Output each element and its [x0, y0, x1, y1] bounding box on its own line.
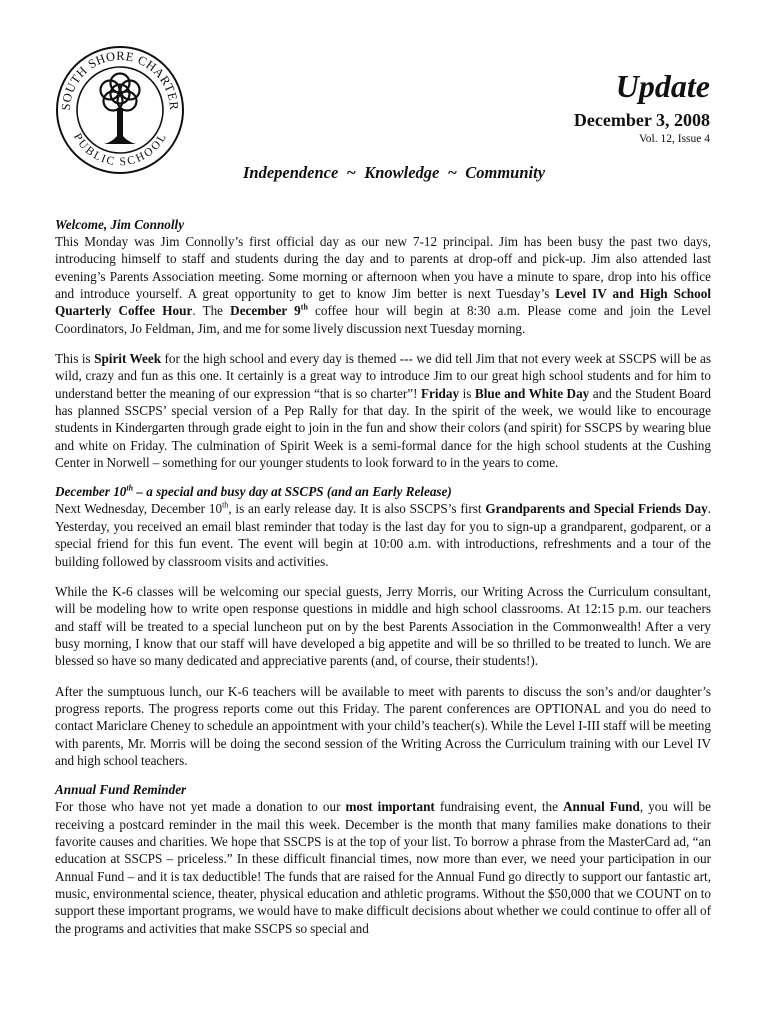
tree-of-life-icon — [101, 74, 140, 111]
annual-fund-paragraph-1: For those who have not yet made a donation to our most important fundraising event, the Annual Fund, you will be receiving a postcard reminder in the mail this week. December is the month that many families make donations to their favorite causes and charities. We hope that SSCPS is at the top of your list. To borrow a phrase from the MasterCard ad, “an education at SSCPS – priceless.” In these difficult financial times, now more than ever, we need your participation in our Annual Fund – and it is tax deductible! The funds that are raised for the Annual Fund go directly to support our fantastic art, music, environmental science, theater, physical education and athletic programs. Without the $50,000 that we COUNT on to support these important programs, we would have to make difficult decisions about whether we could continue to offer all of the programs and activities that make SSCPS so special and — [55, 799, 712, 936]
december-paragraph-3: After the sumptuous lunch, our K-6 teachers will be available to meet with parents to discuss the son’s and/or daughter’s progress reports. The progress reports come out this Friday. The parent conferences are OPTIONAL and you do need to contact Mariclare Cheney to schedule an appointment with your child’s teacher(s). While the Level I-III staff will be meeting with parents, Mr. Morris will be doing the second session of the Writing Across the Curriculum training with our Level IV and high school teachers. — [55, 683, 711, 768]
newsletter-title: Update — [615, 68, 710, 104]
tree-trunk-icon — [104, 108, 136, 144]
newsletter-body — [55, 216, 711, 950]
welcome-paragraph-2: This is Spirit Week for the high school and every day is themed --- we did tell Jim that not every week at SSCPS will be as wild, crazy and fun as this one. It certainly is a great way to introduce Jim to our great high school students and for him to understand better the meaning of our expression “that is so charter”! Friday is Blue and White Day and the Student Board has planned SSCPS’ special version of a Pep Rally for that day. In the spirit of the week, we would like to encourage students in Kindergarten through grade eight to join in the fun and show their colors (and spirit) for SSCPS by wearing blue and white on Friday. The culmination of Spirit Week is a semi-formal dance for the high school students at the Cushing Center in Norwell – something for our younger students to look forward to in the years to come. — [55, 351, 711, 471]
section-heading-annual-fund: Annual Fund Reminder — [55, 782, 187, 798]
section-heading-welcome: Welcome, Jim Connolly — [55, 217, 185, 232]
logo-bottom-text: PUBLIC SCHOOL — [70, 131, 170, 169]
issue-date: December 3, 2008 — [573, 110, 710, 130]
volume-issue: Vol. 12, Issue 4 — [638, 133, 710, 145]
december-paragraph-1: Next Wednesday, December 10th, is an early release day. It is also SSCPS’s first Grandparents and Special Friends Day. Yesterday, you received an email blast reminder that today is the last day for you to sign-up a grandparent, godparent, or a special friend for this fun event. The event will begin at 10:00 a.m. with introductions, refreshments and a tour of the building followed by classroom visits and activities. — [55, 501, 712, 569]
school-seal-logo — [54, 44, 186, 176]
section-heading-december: December 10th – a special and busy day at SSCPS (and an Early Release) — [55, 484, 452, 500]
school-motto: Independence ~ Knowledge ~ Community — [242, 163, 546, 182]
logo-top-text: SOUTH SHORE CHARTER — [58, 48, 182, 111]
welcome-paragraph-1: This Monday was Jim Connolly’s first official day as our new 7-12 principal. Jim has been busy the past two days, introducing himself to staff and students during the day and to parents at drop-off and pick-up. Jim also attended last evening’s Parents Association meeting. Some morning or afternoon when you have a minute to spare, drop into his office and introduce yourself. A great opportunity to get to know Jim better is next Tuesday’s Level IV and High School Quarterly Coffee Hour. The December 9th coffee hour will begin at 8:30 a.m. Please come and join the Level Coordinators, Jo Feldman, Jim, and me for some lively discussion next Tuesday morning. — [55, 234, 711, 336]
december-paragraph-2: While the K-6 classes will be welcoming our special guests, Jerry Morris, our Writing Across the Curriculum consultant, will be modeling how to write open response questions in middle and high school classrooms. At 12:15 p.m. our teachers and staff will be treated to a special luncheon put on by the best Parents Association in the Commonwealth! After a very busy morning, I know that our staff will have developed a big appetite and will be so thrilled to be treated to lunch. We are blessed so have so many dedicated and appreciative parents (and, of course, their students!). — [55, 583, 711, 669]
